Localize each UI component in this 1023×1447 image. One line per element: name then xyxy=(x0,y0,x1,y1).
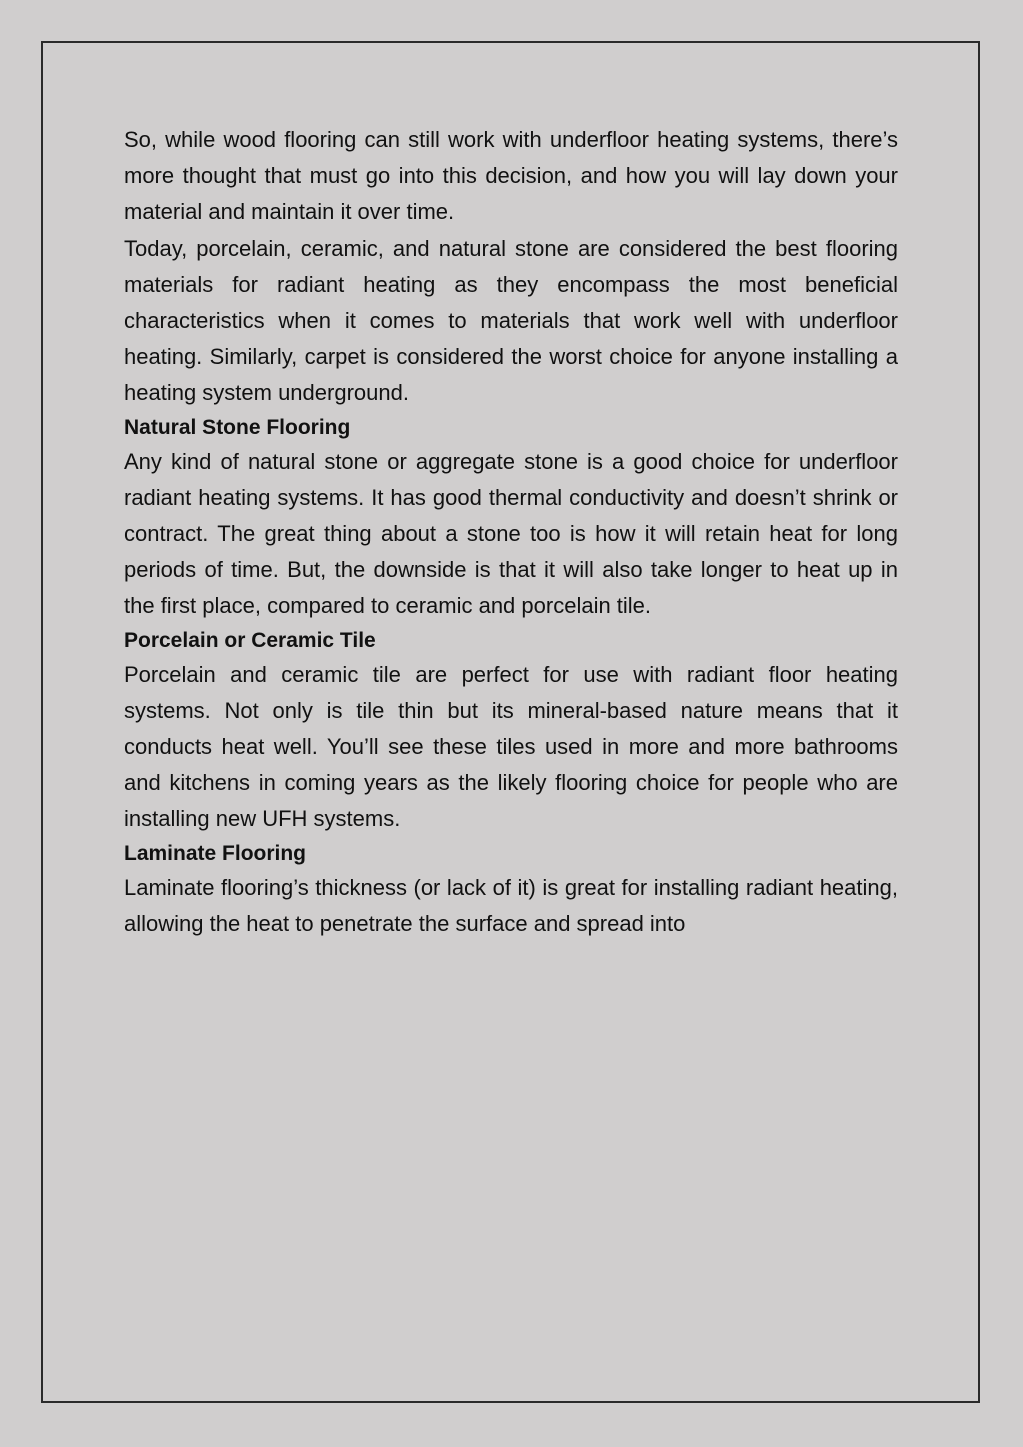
document-body xyxy=(124,122,898,942)
intro-paragraph: So, while wood flooring can still work with underfloor heating systems, there’s more thought that must go into this decision, and how you will lay down your material and maintain it over time. xyxy=(124,127,898,225)
today-paragraph: Today, porcelain, ceramic, and natural stone are considered the best flooring materials for radiant heating as they encompass the most beneficial characteristics when it comes to materials that work well with underfloor heating. Similarly, carpet is considered the worst choice for anyone installing a heating system underground. xyxy=(124,235,898,406)
section-text-porcelain-ceramic: Porcelain and ceramic tile are perfect for use with radiant floor heating systems. Not only is tile thin but its mineral-based nature means that it conducts heat well. You’ll see these tiles used in more and more bathrooms and kitchens in coming years as the likely flooring choice for people who are installing new UFH systems. xyxy=(124,661,898,832)
section-heading-laminate: Laminate Flooring xyxy=(124,841,307,865)
section-text-natural-stone: Any kind of natural stone or aggregate stone is a good choice for underfloor radiant heating systems. It has good thermal conductivity and doesn’t shrink or contract. The great thing about a stone too is how it will retain heat for long periods of time. But, the downside is that it will also take longer to heat up in the first place, compared to ceramic and porcelain tile. xyxy=(124,448,898,619)
section-text-laminate: Laminate flooring’s thickness (or lack of it) is great for installing radiant heating, allowing the heat to penetrate the surface and spread into xyxy=(124,874,898,936)
section-heading-natural-stone: Natural Stone Flooring xyxy=(124,415,351,439)
section-heading-porcelain-ceramic: Porcelain or Ceramic Tile xyxy=(124,628,376,652)
